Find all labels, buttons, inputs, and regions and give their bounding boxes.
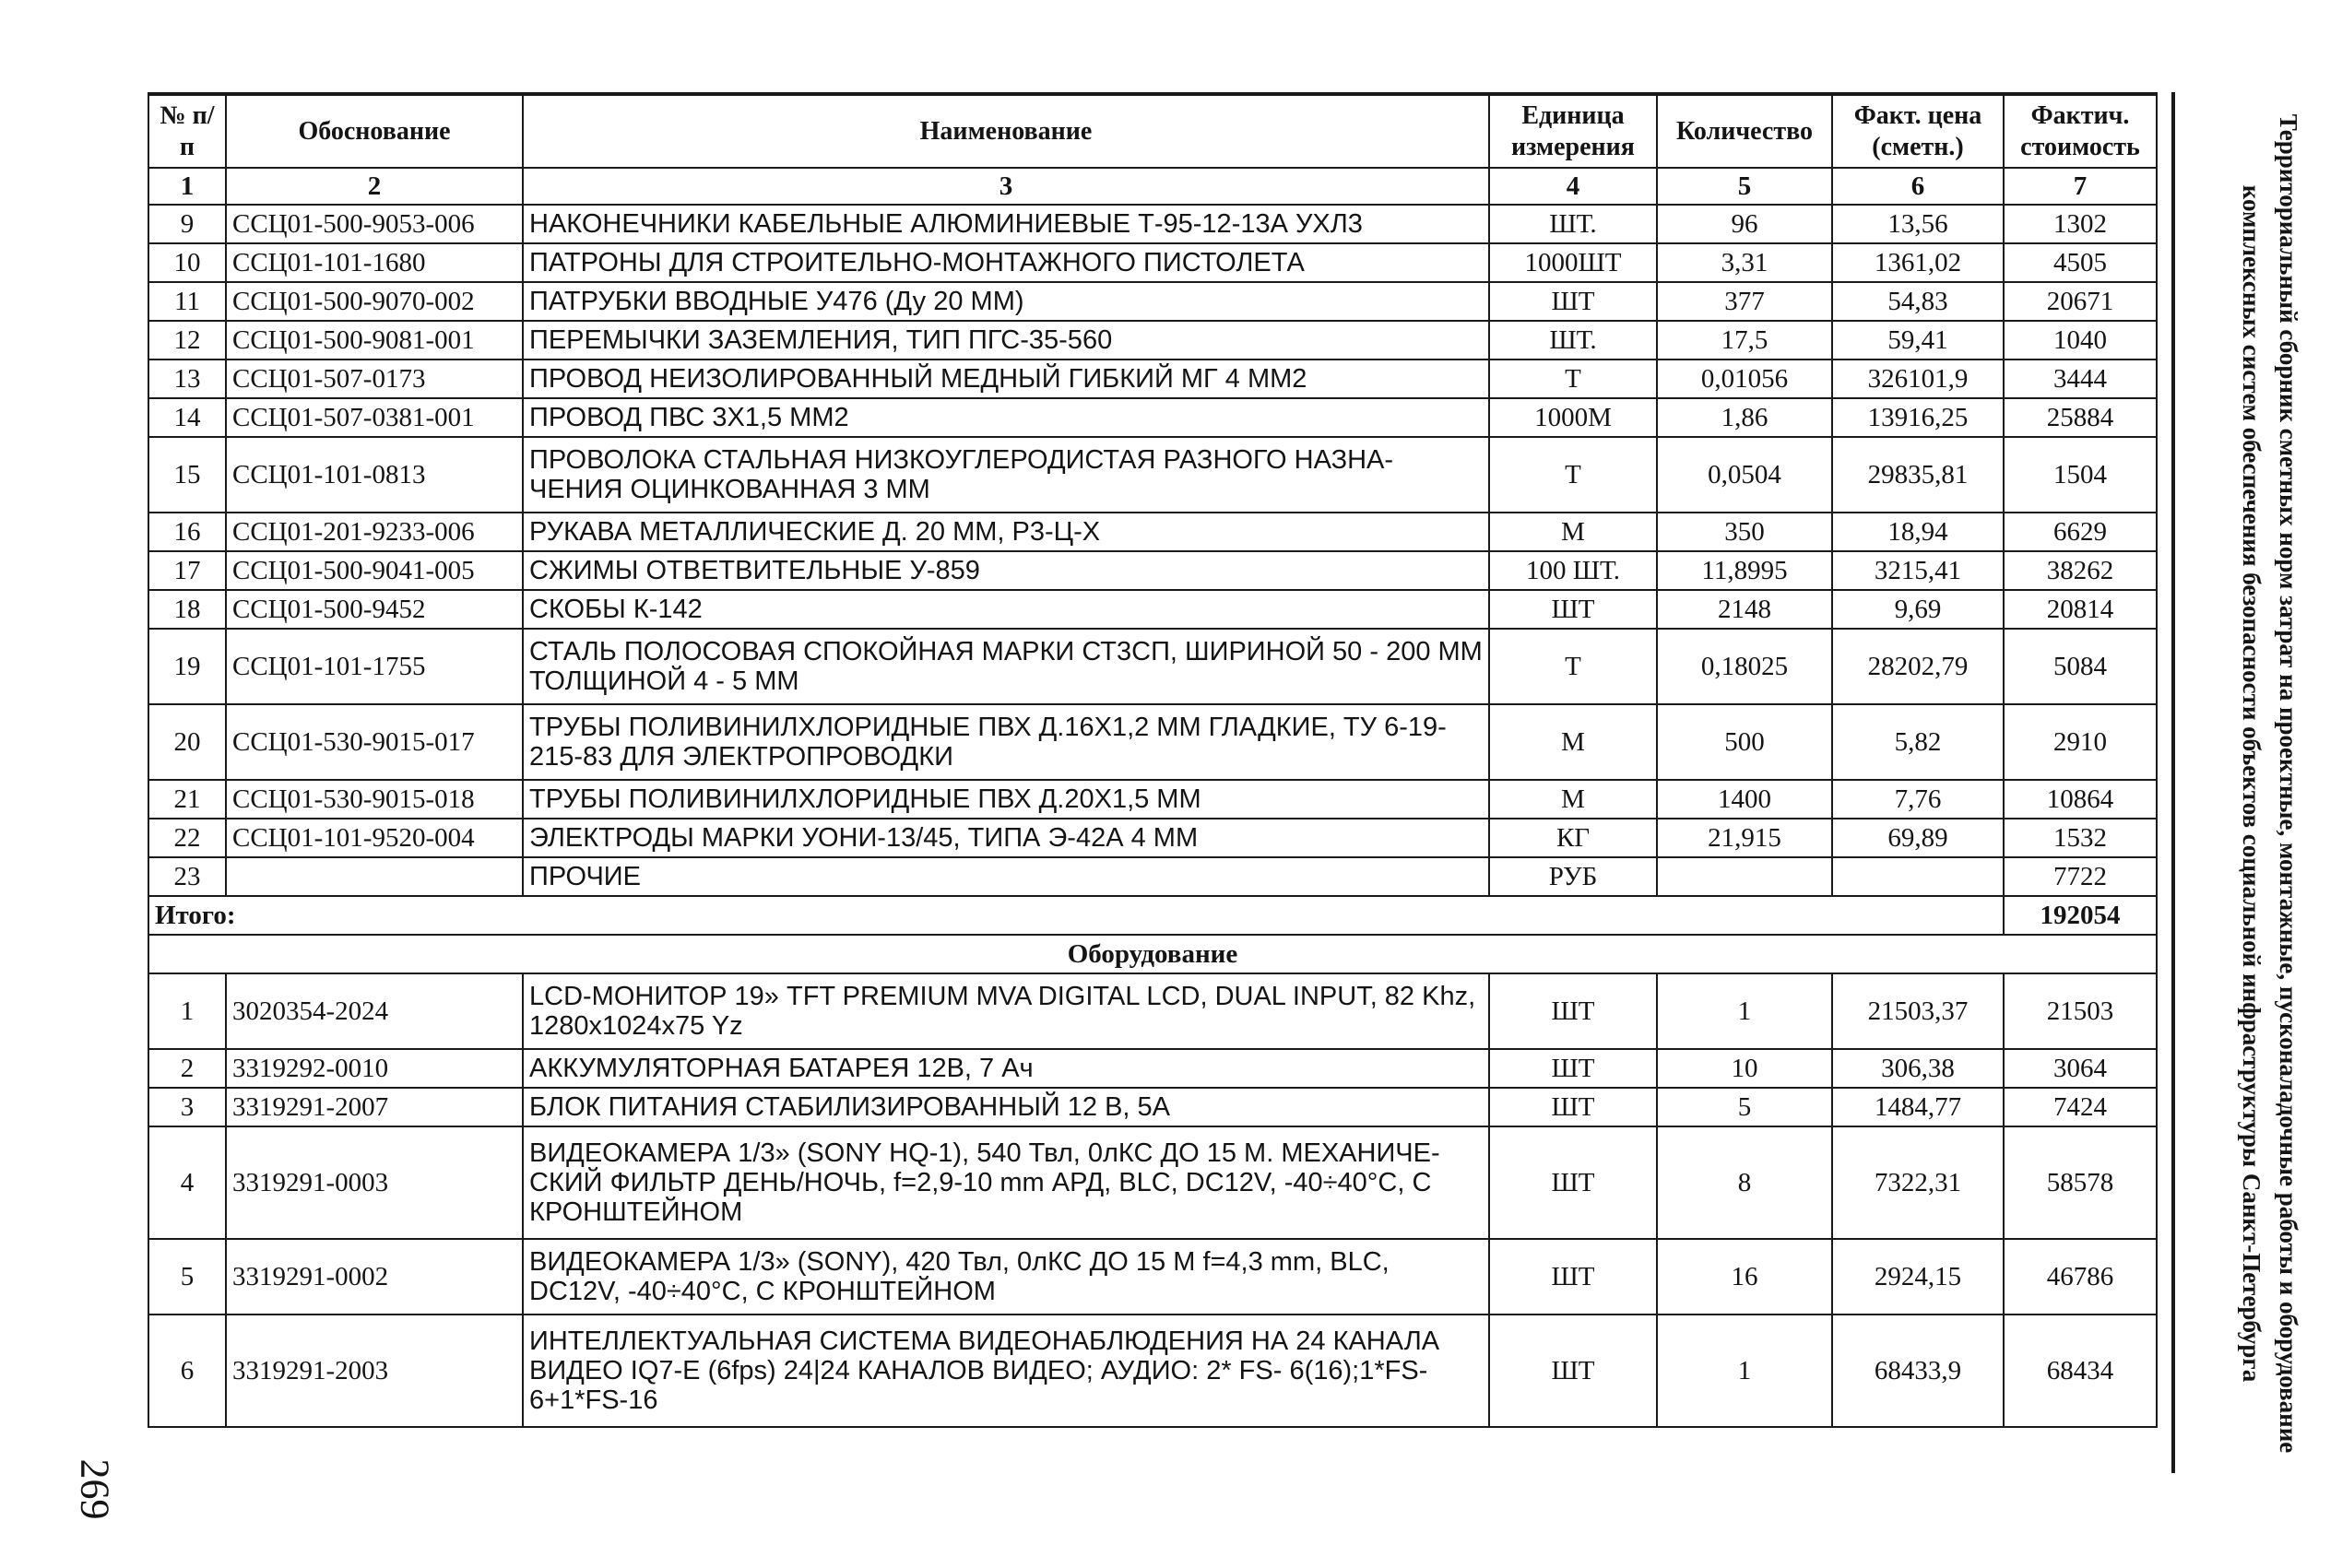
table-row xyxy=(148,704,2157,780)
unit: ШТ xyxy=(1489,590,1657,629)
cost: 46786 xyxy=(2004,1239,2157,1315)
header-name: Наименование xyxy=(523,94,1489,168)
basis-code: ССЦ01-500-9081-001 xyxy=(226,321,523,360)
column-number: 6 xyxy=(1832,168,2004,205)
unit: ШТ xyxy=(1489,973,1657,1049)
basis-code: ССЦ01-507-0173 xyxy=(226,360,523,398)
table-row xyxy=(148,321,2157,360)
header-cost: Фактич. стоимость xyxy=(2004,94,2157,168)
price: 326101,9 xyxy=(1832,360,2004,398)
cost: 20814 xyxy=(2004,590,2157,629)
item-name: ВИДЕОКАМЕРА 1/3» (SONY HQ-1), 540 Твл, 0лКС ДО 15 М. МЕХАНИЧЕ- СКИЙ ФИЛЬТР ДЕНЬ/НОЧЬ, f=2,9-10 mm АРД, BLC, DC12V, -40÷40°С, С КРОНШТЕЙНОМ xyxy=(523,1126,1489,1239)
table-row xyxy=(148,1315,2157,1427)
header-basis: Обоснование xyxy=(226,94,523,168)
unit: ШТ xyxy=(1489,1239,1657,1315)
cost: 3444 xyxy=(2004,360,2157,398)
item-name: ТРУБЫ ПОЛИВИНИЛХЛОРИДНЫЕ ПВХ Д.16Х1,2 ММ ГЛАДКИЕ, ТУ 6-19-215-83 ДЛЯ ЭЛЕКТРОПРОВОДКИ xyxy=(523,704,1489,780)
item-name: ТРУБЫ ПОЛИВИНИЛХЛОРИДНЫЕ ПВХ Д.20Х1,5 ММ xyxy=(523,780,1489,819)
header-unit: Единица измерения xyxy=(1489,94,1657,168)
row-number: 22 xyxy=(148,819,226,857)
unit: Т xyxy=(1489,437,1657,513)
row-number: 10 xyxy=(148,243,226,282)
quantity: 3,31 xyxy=(1657,243,1832,282)
column-number: 3 xyxy=(523,168,1489,205)
total-value: 192054 xyxy=(2004,896,2157,935)
cost: 2910 xyxy=(2004,704,2157,780)
unit: М xyxy=(1489,780,1657,819)
table-row xyxy=(148,243,2157,282)
quantity: 1 xyxy=(1657,1315,1832,1427)
basis-code: 3319291-0002 xyxy=(226,1239,523,1315)
quantity xyxy=(1657,857,1832,896)
quantity: 21,915 xyxy=(1657,819,1832,857)
table-row xyxy=(148,205,2157,243)
price: 9,69 xyxy=(1832,590,2004,629)
cost: 4505 xyxy=(2004,243,2157,282)
page-number: 269 xyxy=(72,1458,118,1520)
item-name: ПРОВОД ПВС 3Х1,5 ММ2 xyxy=(523,398,1489,437)
table-row xyxy=(148,857,2157,896)
item-name: СКОБЫ К-142 xyxy=(523,590,1489,629)
header-num: № п/п xyxy=(148,94,226,168)
table-row xyxy=(148,1126,2157,1239)
row-number: 9 xyxy=(148,205,226,243)
cost: 38262 xyxy=(2004,551,2157,590)
column-number: 1 xyxy=(148,168,226,205)
quantity: 0,0504 xyxy=(1657,437,1832,513)
row-number: 3 xyxy=(148,1088,226,1126)
row-number: 6 xyxy=(148,1315,226,1427)
table-row xyxy=(148,629,2157,704)
price: 28202,79 xyxy=(1832,629,2004,704)
table-row xyxy=(148,437,2157,513)
item-name: ПАТРОНЫ ДЛЯ СТРОИТЕЛЬНО-МОНТАЖНОГО ПИСТОЛЕТА xyxy=(523,243,1489,282)
table-row xyxy=(148,819,2157,857)
equipment-body xyxy=(148,973,2157,1427)
row-number: 18 xyxy=(148,590,226,629)
basis-code: 3020354-2024 xyxy=(226,973,523,1049)
unit: КГ xyxy=(1489,819,1657,857)
basis-code: ССЦ01-530-9015-017 xyxy=(226,704,523,780)
item-name: ЭЛЕКТРОДЫ МАРКИ УОНИ-13/45, ТИПА Э-42А 4 ММ xyxy=(523,819,1489,857)
basis-code: ССЦ01-500-9070-002 xyxy=(226,282,523,321)
row-number: 14 xyxy=(148,398,226,437)
basis-code: ССЦ01-101-9520-004 xyxy=(226,819,523,857)
cost: 1532 xyxy=(2004,819,2157,857)
side-title-line1: Территориальный сборник сметных норм затрат на проектные, монтажные, пусконаладочные работы и оборудование xyxy=(2275,113,2302,1454)
header-qty: Количество xyxy=(1657,94,1832,168)
row-number: 2 xyxy=(148,1049,226,1088)
unit: ШТ. xyxy=(1489,321,1657,360)
item-name: ИНТЕЛЛЕКТУАЛЬНАЯ СИСТЕМА ВИДЕОНАБЛЮДЕНИЯ НА 24 КАНАЛА ВИДЕО IQ7-E (6fps) 24|24 КАНАЛОВ ВИДЕО; АУДИО: 2* FS- 6(16);1*FS-6+1*FS-16 xyxy=(523,1315,1489,1427)
unit: ШТ xyxy=(1489,1315,1657,1427)
table-row xyxy=(148,551,2157,590)
row-number: 20 xyxy=(148,704,226,780)
basis-code: ССЦ01-101-1755 xyxy=(226,629,523,704)
basis-code: 3319291-2007 xyxy=(226,1088,523,1126)
header-row xyxy=(148,94,2157,168)
basis-code: ССЦ01-101-1680 xyxy=(226,243,523,282)
row-number: 23 xyxy=(148,857,226,896)
unit: М xyxy=(1489,704,1657,780)
unit: 100 ШТ. xyxy=(1489,551,1657,590)
column-number: 4 xyxy=(1489,168,1657,205)
item-name: ПРОВОД НЕИЗОЛИРОВАННЫЙ МЕДНЫЙ ГИБКИЙ МГ 4 ММ2 xyxy=(523,360,1489,398)
estimate-table xyxy=(148,92,2158,1428)
row-number: 15 xyxy=(148,437,226,513)
table-row xyxy=(148,360,2157,398)
quantity: 10 xyxy=(1657,1049,1832,1088)
materials-body xyxy=(148,205,2157,896)
column-number-row xyxy=(148,168,2157,205)
side-title xyxy=(2233,92,2307,1475)
cost: 21503 xyxy=(2004,973,2157,1049)
unit: 1000ШТ xyxy=(1489,243,1657,282)
row-number: 5 xyxy=(148,1239,226,1315)
basis-code xyxy=(226,857,523,896)
table-row xyxy=(148,780,2157,819)
row-number: 21 xyxy=(148,780,226,819)
quantity: 5 xyxy=(1657,1088,1832,1126)
item-name: СЖИМЫ ОТВЕТВИТЕЛЬНЫЕ У-859 xyxy=(523,551,1489,590)
basis-code: 3319292-0010 xyxy=(226,1049,523,1088)
section-row xyxy=(148,935,2157,973)
side-title-line2: комплексных систем обеспечения безопасности объектов социальной инфраструктуры Санкт-Петербурга xyxy=(2238,184,2265,1383)
price: 2924,15 xyxy=(1832,1239,2004,1315)
quantity: 1,86 xyxy=(1657,398,1832,437)
item-name: ПРОЧИЕ xyxy=(523,857,1489,896)
unit: ШТ xyxy=(1489,1049,1657,1088)
frame-line xyxy=(2171,92,2175,1473)
table-row xyxy=(148,398,2157,437)
column-number: 5 xyxy=(1657,168,1832,205)
row-number: 12 xyxy=(148,321,226,360)
price: 7,76 xyxy=(1832,780,2004,819)
table-row xyxy=(148,590,2157,629)
quantity: 1 xyxy=(1657,973,1832,1049)
price xyxy=(1832,857,2004,896)
unit: РУБ xyxy=(1489,857,1657,896)
unit: Т xyxy=(1489,629,1657,704)
totals-body xyxy=(148,896,2157,973)
price: 306,38 xyxy=(1832,1049,2004,1088)
basis-code: ССЦ01-530-9015-018 xyxy=(226,780,523,819)
row-number: 11 xyxy=(148,282,226,321)
item-name: ПЕРЕМЫЧКИ ЗАЗЕМЛЕНИЯ, ТИП ПГС-35-560 xyxy=(523,321,1489,360)
cost: 1040 xyxy=(2004,321,2157,360)
cost: 3064 xyxy=(2004,1049,2157,1088)
unit: ШТ. xyxy=(1489,205,1657,243)
equipment-section-title: Оборудование xyxy=(148,935,2157,973)
basis-code: 3319291-2003 xyxy=(226,1315,523,1427)
unit: ШТ xyxy=(1489,1126,1657,1239)
basis-code: ССЦ01-507-0381-001 xyxy=(226,398,523,437)
quantity: 96 xyxy=(1657,205,1832,243)
cost: 20671 xyxy=(2004,282,2157,321)
price: 7322,31 xyxy=(1832,1126,2004,1239)
price: 69,89 xyxy=(1832,819,2004,857)
item-name: ПРОВОЛОКА СТАЛЬНАЯ НИЗКОУГЛЕРОДИСТАЯ РАЗНОГО НАЗНА- ЧЕНИЯ ОЦИНКОВАННАЯ 3 ММ xyxy=(523,437,1489,513)
item-name: БЛОК ПИТАНИЯ СТАБИЛИЗИРОВАННЫЙ 12 В, 5А xyxy=(523,1088,1489,1126)
basis-code: ССЦ01-500-9452 xyxy=(226,590,523,629)
item-name: РУКАВА МЕТАЛЛИЧЕСКИЕ Д. 20 ММ, Р3-Ц-Х xyxy=(523,513,1489,551)
price: 1484,77 xyxy=(1832,1088,2004,1126)
quantity: 377 xyxy=(1657,282,1832,321)
cost: 68434 xyxy=(2004,1315,2157,1427)
total-row xyxy=(148,896,2157,935)
basis-code: ССЦ01-201-9233-006 xyxy=(226,513,523,551)
price: 5,82 xyxy=(1832,704,2004,780)
item-name: НАКОНЕЧНИКИ КАБЕЛЬНЫЕ АЛЮМИНИЕВЫЕ Т-95-12-13А УХЛ3 xyxy=(523,205,1489,243)
row-number: 4 xyxy=(148,1126,226,1239)
unit: М xyxy=(1489,513,1657,551)
cost: 7424 xyxy=(2004,1088,2157,1126)
item-name: АККУМУЛЯТОРНАЯ БАТАРЕЯ 12В, 7 Ач xyxy=(523,1049,1489,1088)
unit: ШТ xyxy=(1489,282,1657,321)
price: 13916,25 xyxy=(1832,398,2004,437)
basis-code: 3319291-0003 xyxy=(226,1126,523,1239)
unit: ШТ xyxy=(1489,1088,1657,1126)
header-price: Факт. цена (сметн.) xyxy=(1832,94,2004,168)
cost: 1302 xyxy=(2004,205,2157,243)
cost: 1504 xyxy=(2004,437,2157,513)
row-number: 19 xyxy=(148,629,226,704)
row-number: 13 xyxy=(148,360,226,398)
price: 54,83 xyxy=(1832,282,2004,321)
quantity: 11,8995 xyxy=(1657,551,1832,590)
column-number: 2 xyxy=(226,168,523,205)
price: 68433,9 xyxy=(1832,1315,2004,1427)
price: 59,41 xyxy=(1832,321,2004,360)
row-number: 16 xyxy=(148,513,226,551)
price: 3215,41 xyxy=(1832,551,2004,590)
table-row xyxy=(148,1049,2157,1088)
table-row xyxy=(148,973,2157,1049)
quantity: 2148 xyxy=(1657,590,1832,629)
price: 13,56 xyxy=(1832,205,2004,243)
unit: Т xyxy=(1489,360,1657,398)
item-name: СТАЛЬ ПОЛОСОВАЯ СПОКОЙНАЯ МАРКИ СТ3СП, ШИРИНОЙ 50 - 200 ММ ТОЛЩИНОЙ 4 - 5 ММ xyxy=(523,629,1489,704)
quantity: 0,18025 xyxy=(1657,629,1832,704)
cost: 7722 xyxy=(2004,857,2157,896)
quantity: 8 xyxy=(1657,1126,1832,1239)
table-row xyxy=(148,1239,2157,1315)
total-label: Итого: xyxy=(148,896,2004,935)
price: 18,94 xyxy=(1832,513,2004,551)
quantity: 17,5 xyxy=(1657,321,1832,360)
cost: 10864 xyxy=(2004,780,2157,819)
table-row xyxy=(148,513,2157,551)
table-row xyxy=(148,282,2157,321)
price: 21503,37 xyxy=(1832,973,2004,1049)
column-number: 7 xyxy=(2004,168,2157,205)
quantity: 1400 xyxy=(1657,780,1832,819)
row-number: 1 xyxy=(148,973,226,1049)
table-row xyxy=(148,1088,2157,1126)
basis-code: ССЦ01-500-9041-005 xyxy=(226,551,523,590)
basis-code: ССЦ01-101-0813 xyxy=(226,437,523,513)
row-number: 17 xyxy=(148,551,226,590)
item-name: ВИДЕОКАМЕРА 1/3» (SONY), 420 Твл, 0лКС ДО 15 М f=4,3 mm, BLC, DC12V, -40÷40°С, С КРОНШТЕЙНОМ xyxy=(523,1239,1489,1315)
cost: 25884 xyxy=(2004,398,2157,437)
quantity: 500 xyxy=(1657,704,1832,780)
price: 29835,81 xyxy=(1832,437,2004,513)
basis-code: ССЦ01-500-9053-006 xyxy=(226,205,523,243)
cost: 5084 xyxy=(2004,629,2157,704)
item-name: ПАТРУБКИ ВВОДНЫЕ У476 (Ду 20 ММ) xyxy=(523,282,1489,321)
cost: 6629 xyxy=(2004,513,2157,551)
price: 1361,02 xyxy=(1832,243,2004,282)
quantity: 16 xyxy=(1657,1239,1832,1315)
item-name: LCD-МОНИТОР 19» TFT PREMIUM MVA DIGITAL LCD, DUAL INPUT, 82 Khz, 1280x1024x75 Yz xyxy=(523,973,1489,1049)
quantity: 0,01056 xyxy=(1657,360,1832,398)
cost: 58578 xyxy=(2004,1126,2157,1239)
quantity: 350 xyxy=(1657,513,1832,551)
unit: 1000М xyxy=(1489,398,1657,437)
